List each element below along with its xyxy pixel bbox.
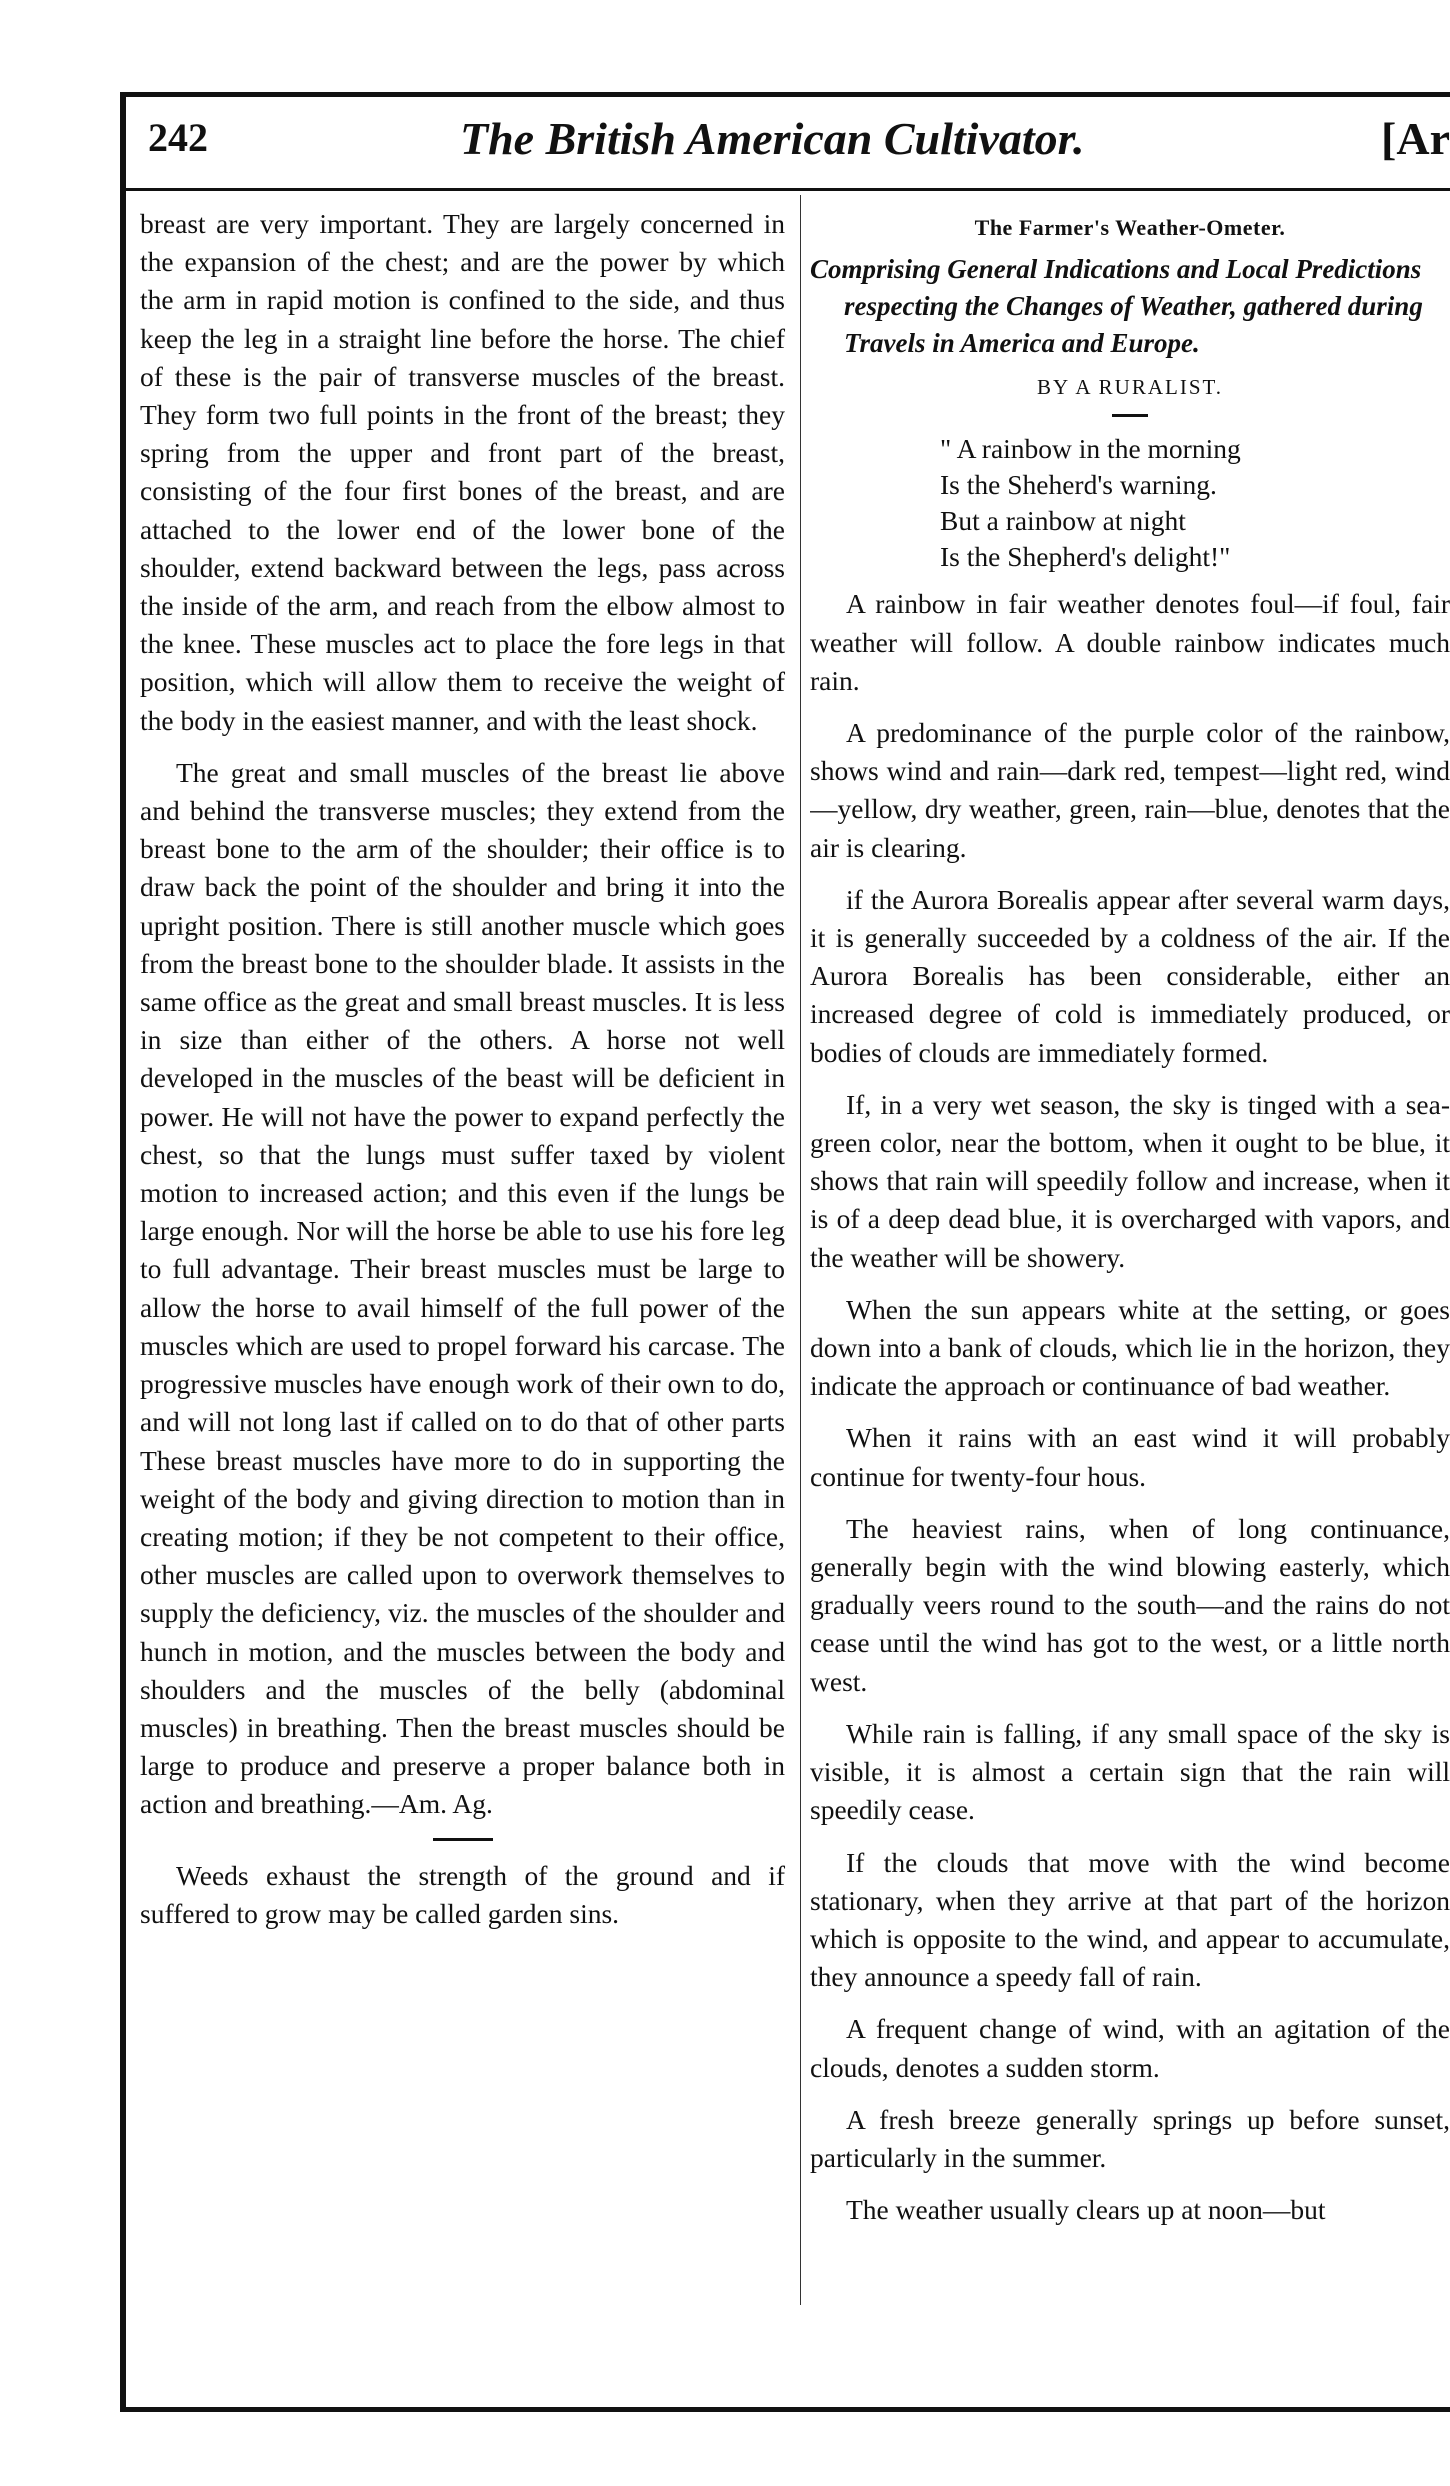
paragraph-sun-white: When the sun appears white at the setting, or goes down into a bank of clouds, which lie in the horizon, they indicate the approach or continuance of bad weather. (810, 1293, 1450, 1402)
month-fragment: [Ar (1381, 113, 1450, 164)
column-divider (800, 195, 801, 2305)
paragraph-purple-color: A predominance of the purple color of the rainbow, shows wind and rain—dark red, tempest—light red, wind—yellow, dry weather, green, rain—blue, denotes that the air is clearing. (810, 717, 1450, 863)
left-column (140, 205, 785, 1947)
verse (940, 431, 1450, 575)
paragraph-clouds-stationary: If the clouds that move with the wind become stationary, when they arrive at that part of the horizon which is opposite to the wind, and appear to accumulate, they announce a speedy fall of rain. (810, 1846, 1450, 1993)
paragraph-fresh-breeze: A fresh breeze generally springs up before sunset, particularly in the summer. (810, 2103, 1450, 2173)
byline: BY A RURALIST. (1036, 375, 1224, 400)
paragraph-sea-green: If, in a very wet season, the sky is tinged with a sea-green color, near the bottom, when it ought to be blue, it shows that rain will speedily follow and increase, when it is of a deep dead blue, it is overcharged with vapors, and the weather will be showery. (810, 1088, 1450, 1273)
paragraph-aurora: if the Aurora Borealis appear after several warm days, it is generally succeeded by a coldness of the air. If the Aurora Borealis has been considerable, either an increased degree of cold is immediately produced, or bodies of clouds are immediately formed. (810, 883, 1450, 1068)
weeds-note: Weeds exhaust the strength of the ground and if suffered to grow may be called garden sins. (140, 1859, 785, 1929)
paragraph-change-of-wind: A frequent change of wind, with an agitation of the clouds, denotes a sudden storm. (810, 2013, 1450, 2083)
article-title: The Farmer's Weather-Ometer. (974, 215, 1286, 240)
verse-line: Is the Shepherd's delight!" (940, 541, 1231, 573)
paragraph-great-small-muscles: The great and small muscles of the breast lie above and behind the transverse muscles; they extend from the breast bone to the arm of the shoulder; their office is to draw back the point of the shoulder and bring it into the upright position. There is still another muscle which goes from the breast bone to the shoulder blade. It assists in the same office as the great and small breast muscles. It is less in size than either of the others. A horse not well developed in the muscles of the beast will be deficient in power. He will not have the power to expand perfectly the chest, so that the lungs must suffer taxed by violent motion to increased action; and this even if the lungs be large enough. Nor will the horse be able to use his fore leg to full advantage. Their breast muscles must be large to allow the horse to avail himself of the full power of the muscles which are used to propel forward his carcase. The progressive muscles have enough work of their own to do, and will not long last if called on to do that of other parts These breast muscles have more to do in supporting the weight of the body and giving direction to motion than in creating motion; if they be not competent to their office, other muscles are called upon to overwork themselves to supply the deficiency, viz. the muscles of the shoulder and hunch in motion, and the muscles between the body and shoulders and the muscles of the belly (abdominal muscles) in breathing. Then the breast muscles should be large to produce and preserve a proper balance both in action and breathing.—Am. Ag. (140, 756, 785, 1820)
section-divider (433, 1838, 493, 1841)
verse-line: But a rainbow at night (940, 505, 1186, 537)
header-rule (124, 188, 1450, 191)
verse-line: Is the Sheherd's warning. (940, 469, 1217, 501)
byline-rule (1112, 414, 1148, 417)
paragraph-rainbow: A rainbow in fair weather denotes foul—if foul, fair weather will follow. A double rainbow indicates much rain. (810, 588, 1450, 696)
article-subtitle: Comprising General Indications and Local Predictions respecting the Changes of Weather, gathered during Travels in America and Europe. (810, 254, 1423, 359)
paragraph-breast-muscles: breast are very important. They are largely concerned in the expansion of the chest; and are the power by which the arm in rapid motion is confined to the side, and thus keep the leg in a straight line before the horse. The chief of these is the pair of transverse muscles of the breast. They form two full points in the front of the breast; they spring from the upper and front part of the breast, consisting of the four first bones of the breast, and are attached to the lower end of the lower bone of the shoulder, extend backward between the legs, pass across the inside of the arm, and reach from the elbow almost to the knee. These muscles act to place the fore legs in that position, which will allow them to receive the weight of the body in the easiest manner, and with the least shock. (140, 208, 785, 736)
paragraph-east-wind: When it rains with an east wind it will probably continue for twenty-four hous. (810, 1422, 1450, 1492)
right-column (810, 205, 1450, 2243)
paragraph-heaviest-rains: The heaviest rains, when of long continuance, generally begin with the wind blowing easterly, which gradually veers round to the south—and the rains do not cease until the wind has got to the west, or a little north west. (810, 1512, 1450, 1697)
page-number: 242 (148, 115, 208, 160)
page-header (140, 110, 1450, 180)
journal-title: The British American Cultivator. (460, 113, 1085, 164)
paragraph-rain-falling: While rain is falling, if any small space of the sky is visible, it is almost a certain sign that the rain will speedily cease. (810, 1717, 1450, 1826)
paragraph-weather-clears: The weather usually clears up at noon—but (846, 2194, 1326, 2226)
verse-line: " A rainbow in the morning (940, 433, 1241, 465)
